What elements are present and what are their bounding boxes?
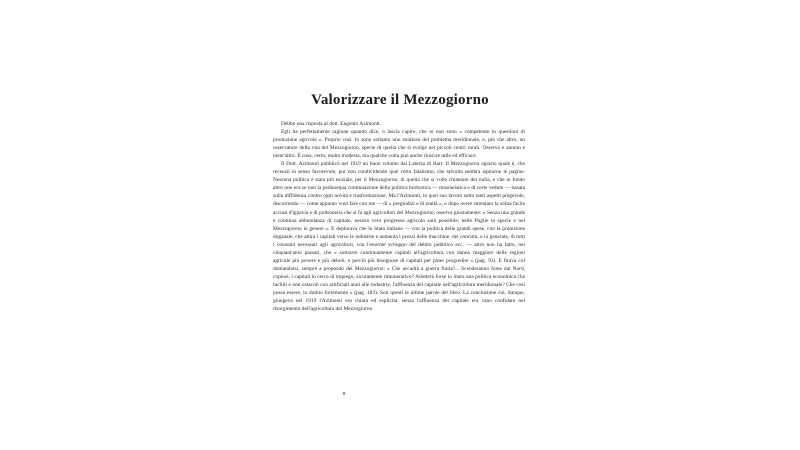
article-body: [273, 120, 525, 313]
paragraph-2: Egli ha perfettamente ragione quando dice, o lascia capire, che io non sono « competente in questioni di produzione agricola ». Proprio così. Io sono soltanto uno studioso del problema meridionale, e, più che altro, un osservatore della vita del Mezzogiorno, specie di quella che si svolge nei piccoli centri rurali. Osservo e annoto e nient'altro. È cosa, certo, molto modesta, ma qualche volta può anche riuscire utile ed efficace.: [273, 129, 525, 160]
paragraph-1: Debbo una risposta al dott. Eugenio Azimonti.: [281, 121, 382, 127]
paragraph-3: Il Dott. Azimonti pubblicò nel 1919 un buon volume dal Laterza di Bari: Il Mezzogiorno agrario quale è, che recensii in senso favorevole, pur non condividendo quel certo fatalismo, che talvolta sembra ispirarne le pagine. Nessuna politica è stata più esiziale, per il Mezzogiorno, di quella che si volle chiamare del nulla, e che in fondo altro non era se non la pedissequa continuazione della politica borbonica — misoneistica e di certe vedute — basata sulla diffidenza contro ogni novità e trasformazione. Ma l'Azimonti, in quel suo lavoro sotto tanti aspetti pregevole, discorrendo — come appunto vuol fare con me — di « pregiudizi e di realtà », e dopo avere smontato la solita facile accusa d'ignavia e di poltroneria che si fa agli agricoltori del Mezzogiorno, osserva giustamente: « Senza una grande e continua abbondanza di capitale, nessun vero progresso agricolo sarà possibile, nelle Puglie in specie e nel Mezzogiorno in genere ». E deplorava che lo Stato italiano — con la politica delle grandi spese, con la protezione doganale, che attira i capitali verso le industrie e aumenta i prezzi delle macchine, dei concimi, e in generale, di tutti i consumi necessari agli agricoltori, con l'enorme sviluppo del debito pubblico ecc. — altro non ha fatto, nei cinquant'anni passati, che « sottrarre continuamente capitali all'agricoltura con danno maggiore delle regioni agricole più povere e più deboli, e perciò più bisognose di capitali per poter progredire » (pag. 93). E finiva col domandarsi, sempre a proposito del Mezzogiorno: « Che accadrà a guerra finita?... Scenderanno forse dal Nord, copiosi, i capitali in cerca di impiego, sicuramente rimunerativo? Adotterà forse lo Stato una politica economica che faciliti e non ostacoli con artificiali aiuti alle industrie, l'affluenza del capitale nell'agricoltura meridionale? Che così possa essere, io dubito fortemente » (pag. 183). Son questi le ultime parole del libro. La conclusione cui, dunque, giungeva nel 1919 l'Azimonti era chiara ed esplicita: senza l'affluenza del capitale era vano confidare nel risorgimento dell'agricoltura del Mezzogiorno.: [273, 161, 525, 313]
article-title: Valorizzare il Mezzogiorno: [311, 92, 489, 108]
scan-speck: [343, 392, 345, 395]
